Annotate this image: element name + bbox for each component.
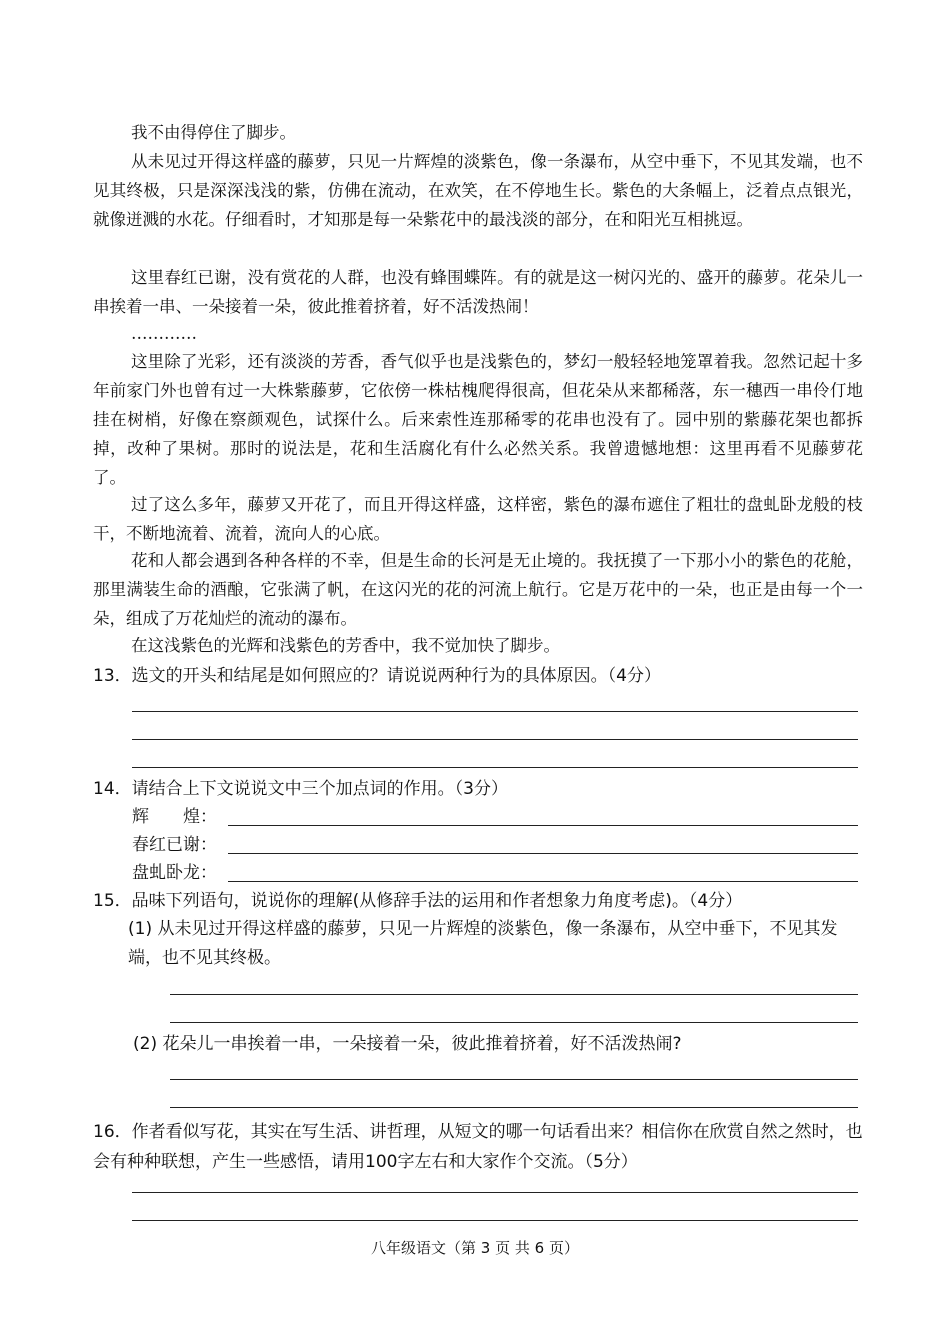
passage-ellipsis: ………… — [131, 324, 197, 343]
answer-line[interactable] — [132, 739, 858, 740]
passage-paragraph-6: 花和人都会遇到各种各样的不幸，但是生命的长河是无止境的。我抚摸了一下那小小的紫色的花舱，那里满装生命的酒酿，它张满了帆，在这闪光的花的河流上航行。它是万花中的一朵，也正是由每一个一朵，组成了万花灿烂的流动的瀑布。 — [93, 551, 863, 628]
answer-line[interactable] — [170, 1079, 858, 1080]
question-13: 13．选文的开头和结尾是如何照应的？请说说两种行为的具体原因。（4分） — [93, 666, 661, 686]
question-14: 14．请结合上下文说说文中三个加点词的作用。（3分） — [93, 779, 508, 799]
page-footer: 八年级语文（第 3 页 共 6 页） — [371, 1239, 579, 1257]
answer-line[interactable] — [132, 1220, 858, 1221]
answer-line[interactable] — [132, 1192, 858, 1193]
question-15-item-2: (2) 花朵儿一串挨着一串，一朵接着一朵，彼此推着挤着，好不活泼热闹? — [133, 1034, 682, 1054]
passage-paragraph-3: 这里春红已谢，没有赏花的人群，也没有蜂围蝶阵。有的就是这一树闪光的、盛开的藤萝。花朵儿一串挨着一串、一朵接着一朵，彼此推着挤着，好不活泼热闹！ — [93, 268, 863, 316]
passage-paragraph-2: 从未见过开得这样盛的藤萝，只见一片辉煌的淡紫色，像一条瀑布，从空中垂下，不见其发端，也不见其终极，只是深深浅浅的紫，仿佛在流动，在欢笑，在不停地生长。紫色的大条幅上，泛着点点银光，就像迸溅的水花。仔细看时，才知那是每一朵紫花中的最浅淡的部分，在和阳光互相挑逗。 — [93, 152, 863, 229]
passage-paragraph-7: 在这浅紫色的光辉和浅紫色的芳香中，我不觉加快了脚步。 — [131, 636, 560, 655]
answer-line[interactable] — [228, 825, 858, 826]
q14-label-huihuang: 辉 煌： — [132, 807, 217, 827]
passage-paragraph-5: 过了这么多年，藤萝又开花了，而且开得这样盛，这样密，紫色的瀑布遮住了粗壮的盘虬卧龙般的枝干，不断地流着、流着，流向人的心底。 — [93, 495, 863, 543]
q14-label-panqiu: 盘虬卧龙： — [132, 863, 217, 883]
answer-line[interactable] — [132, 711, 858, 712]
answer-line[interactable] — [132, 767, 858, 768]
question-16: 16．作者看似写花，其实在写生活、讲哲理，从短文的哪一句话看出来？相信你在欣赏自然之然时，也会有种种联想，产生一些感悟，请用100字左右和大家作个交流。（5分） — [93, 1122, 863, 1172]
passage-paragraph-1: 我不由得停住了脚步。 — [131, 123, 296, 142]
answer-line[interactable] — [170, 1107, 858, 1108]
question-15: 15．品味下列语句，说说你的理解(从修辞手法的运用和作者想象力角度考虑)。（4分） — [93, 891, 743, 911]
answer-line[interactable] — [228, 853, 858, 854]
answer-line[interactable] — [170, 1022, 858, 1023]
q14-label-chunhong: 春红已谢： — [132, 835, 217, 855]
answer-line[interactable] — [228, 881, 858, 882]
passage-paragraph-4: 这里除了光彩，还有淡淡的芳香，香气似乎也是浅紫色的，梦幻一般轻轻地笼罩着我。忽然记起十多年前家门外也曾有过一大株紫藤萝，它依傍一株枯槐爬得很高，但花朵从来都稀落，东一穗西一串伶仃地挂在树梢，好像在察颜观色，试探什么。后来索性连那稀零的花串也没有了。园中别的紫藤花架也都拆掉，改种了果树。那时的说法是，花和生活腐化有什么必然关系。我曾遗憾地想：这里再看不见藤萝花了。 — [93, 352, 863, 487]
question-15-item-1: (1) 从未见过开得这样盛的藤萝，只见一片辉煌的淡紫色，像一条瀑布，从空中垂下，不见其发端，也不见其终极。 — [128, 919, 838, 968]
answer-line[interactable] — [170, 994, 858, 995]
